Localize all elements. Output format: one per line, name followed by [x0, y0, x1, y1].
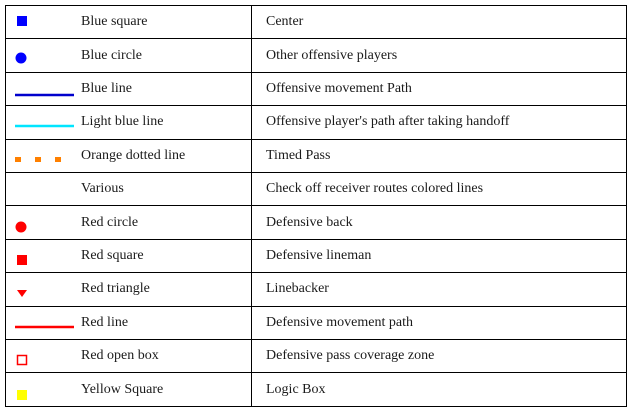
legend-row [6, 6, 627, 39]
symbol-cell [6, 139, 252, 172]
red-square-icon [6, 240, 76, 272]
symbol-label: Blue circle [81, 47, 143, 63]
legend-row [6, 206, 627, 239]
legend-row [6, 340, 627, 373]
meaning-cell: Offensive player's path after taking handoff [252, 106, 627, 139]
meaning-cell: Timed Pass [252, 139, 627, 172]
meaning-cell: Other offensive players [252, 39, 627, 72]
legend-row [6, 39, 627, 72]
yellow-square-shape [17, 390, 27, 400]
symbol-cell [6, 39, 252, 72]
red-circle-icon [6, 206, 76, 238]
symbol-cell [6, 340, 252, 373]
legend-row [6, 72, 627, 105]
symbol-cell [6, 239, 252, 272]
orange-dot [55, 157, 61, 162]
symbol-label: Red triangle [81, 281, 150, 297]
red-open-box-icon [6, 340, 76, 372]
meaning-cell: Defensive movement path [252, 306, 627, 339]
red-open-box-shape [18, 356, 27, 365]
symbol-label: Red square [81, 248, 144, 264]
symbol-label: Light blue line [81, 114, 164, 130]
blue-line-icon [6, 73, 76, 105]
blue-square-shape [17, 16, 27, 26]
symbol-label: Various [81, 181, 124, 197]
symbol-label: Yellow Square [81, 381, 164, 397]
legend-row [6, 239, 627, 272]
symbol-cell [6, 6, 252, 39]
legend-row [6, 273, 627, 306]
blue-circle-shape [16, 53, 27, 64]
meaning-cell: Check off receiver routes colored lines [252, 173, 627, 206]
orange-dot [35, 157, 41, 162]
red-triangle-shape [17, 290, 27, 297]
symbol-label: Blue square [81, 14, 148, 30]
legend-body [6, 6, 627, 407]
orange-dotted-line-icon [6, 140, 76, 172]
red-circle-shape [16, 222, 27, 233]
symbol-label: Red line [81, 314, 129, 330]
legend-row [6, 139, 627, 172]
blue-square-icon [6, 6, 76, 38]
meaning-cell: Offensive movement Path [252, 72, 627, 105]
blue-circle-icon [6, 39, 76, 71]
meaning-cell: Defensive lineman [252, 239, 627, 272]
meaning-cell: Defensive pass coverage zone [252, 340, 627, 373]
symbol-cell [6, 106, 252, 139]
symbol-label: Blue line [81, 81, 132, 97]
symbol-cell [6, 373, 252, 407]
meaning-cell: Defensive back [252, 206, 627, 239]
legend-row [6, 306, 627, 339]
legend-row [6, 373, 627, 407]
symbol-label: Red circle [81, 214, 139, 230]
symbol-cell [6, 273, 252, 306]
yellow-square-icon [6, 373, 76, 406]
symbol-label: Orange dotted line [81, 147, 186, 163]
symbol-cell [6, 173, 252, 206]
symbol-label: Red open box [81, 348, 159, 364]
legend-table [5, 5, 627, 407]
red-line-icon [6, 307, 76, 339]
symbol-cell [6, 306, 252, 339]
symbol-cell [6, 206, 252, 239]
meaning-cell: Linebacker [252, 273, 627, 306]
meaning-cell: Logic Box [252, 373, 627, 407]
orange-dot [15, 157, 21, 162]
meaning-cell: Center [252, 6, 627, 39]
red-triangle-icon [6, 273, 76, 305]
light-blue-line-icon [6, 106, 76, 138]
legend-row [6, 106, 627, 139]
symbol-cell [6, 72, 252, 105]
legend-row [6, 173, 627, 206]
red-square-shape [17, 255, 27, 265]
